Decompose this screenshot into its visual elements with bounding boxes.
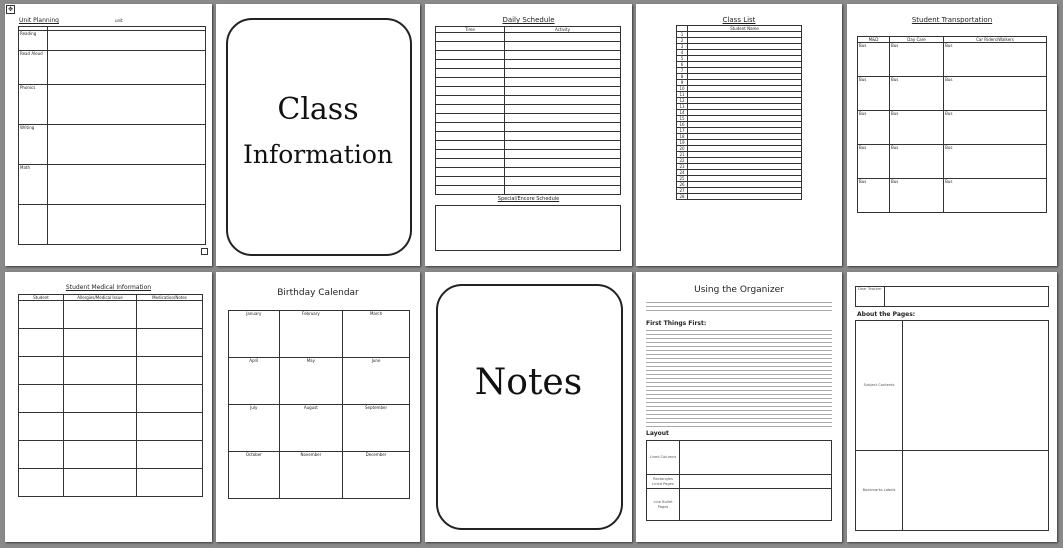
transport-bus-label: Bus <box>858 145 890 179</box>
transport-bus-label: Bus <box>944 145 1047 179</box>
classlist-number: 27 <box>677 188 688 194</box>
layout-heading: Layout <box>646 430 669 437</box>
unit-row-label: Reading <box>19 31 48 51</box>
transport-bus-label: Bus <box>858 77 890 111</box>
month-cell: December <box>343 452 410 499</box>
intro-text-lines <box>646 302 832 314</box>
unit-row-label: Read Aloud <box>19 51 48 85</box>
layout-label: Line Bullet Pages <box>647 489 680 521</box>
special-box <box>435 205 621 251</box>
page-about-pages[interactable] <box>847 272 1057 542</box>
birthday-title: Birthday Calendar <box>277 288 359 298</box>
page-student-medical[interactable] <box>5 272 212 542</box>
transport-col: M&D <box>858 37 890 43</box>
classlist-name-cell <box>688 194 802 200</box>
daily-grid <box>435 26 621 195</box>
transport-grid <box>857 36 1047 213</box>
layout-table <box>646 440 832 521</box>
unit-subtitle: unit <box>115 18 123 23</box>
unit-grid <box>18 26 206 245</box>
classlist-number: 1 <box>677 32 688 38</box>
page-notes[interactable] <box>425 272 632 542</box>
month-cell: February <box>279 311 342 358</box>
daily-col-activity: Activity <box>505 27 621 33</box>
classlist-number: 26 <box>677 182 688 188</box>
page-using-organizer[interactable] <box>636 272 842 542</box>
classlist-number: 24 <box>677 170 688 176</box>
classlist-number: 12 <box>677 98 688 104</box>
about-heading: About the Pages: <box>857 311 916 318</box>
page-student-transportation[interactable] <box>847 4 1057 266</box>
classlist-number: 21 <box>677 152 688 158</box>
transport-title: Student Transportation <box>911 16 993 24</box>
classlist-number: 28 <box>677 194 688 200</box>
cover-title-line1: Class <box>277 92 359 127</box>
medical-title: Student Medical Information <box>65 284 152 291</box>
daily-col-time: Time <box>436 27 505 33</box>
about-label-mid: Subject Contents <box>856 321 903 451</box>
about-top-table <box>855 286 1049 307</box>
transport-bus-label: Bus <box>889 179 943 213</box>
month-cell: March <box>343 311 410 358</box>
daily-title: Daily Schedule <box>502 16 555 24</box>
layout-label: Lined Columns <box>647 441 680 475</box>
notes-frame <box>436 284 623 530</box>
classlist-number: 7 <box>677 68 688 74</box>
month-cell: August <box>279 405 342 452</box>
classlist-number: 8 <box>677 74 688 80</box>
classlist-number: 9 <box>677 80 688 86</box>
transport-bus-label: Bus <box>889 111 943 145</box>
special-title: Special/Encore Schedule <box>497 196 560 202</box>
month-cell: July <box>229 405 280 452</box>
classlist-number: 4 <box>677 50 688 56</box>
transport-bus-label: Bus <box>944 179 1047 213</box>
month-cell: September <box>343 405 410 452</box>
cover-title-line2: Information <box>242 140 394 169</box>
classlist-number: 11 <box>677 92 688 98</box>
first-things-text-lines <box>646 330 832 430</box>
notes-title: Notes <box>474 362 583 403</box>
month-cell: November <box>279 452 342 499</box>
classlist-number: 23 <box>677 164 688 170</box>
about-main-table <box>855 320 1049 531</box>
classlist-number: 2 <box>677 38 688 44</box>
resize-handle-icon[interactable] <box>201 248 208 255</box>
classlist-number: 22 <box>677 158 688 164</box>
page-birthday-calendar[interactable] <box>216 272 420 542</box>
medical-col: Student <box>19 295 64 301</box>
transport-col: Car Riders/Walkers <box>944 37 1047 43</box>
unit-row-label: Phonics <box>19 85 48 125</box>
page-daily-schedule[interactable] <box>425 4 632 266</box>
month-cell: October <box>229 452 280 499</box>
transport-bus-label: Bus <box>944 77 1047 111</box>
unit-title: Unit Planning <box>19 17 59 24</box>
about-label-bot: Bookmarks Labels <box>856 451 903 531</box>
classlist-grid <box>676 25 802 200</box>
transport-bus-label: Bus <box>889 145 943 179</box>
month-cell: January <box>229 311 280 358</box>
classlist-number: 20 <box>677 146 688 152</box>
classlist-number: 14 <box>677 110 688 116</box>
unit-row-label: Writing <box>19 125 48 165</box>
classlist-title: Class List <box>722 16 756 24</box>
classlist-number: 18 <box>677 134 688 140</box>
classlist-number: 13 <box>677 104 688 110</box>
unit-row-label <box>19 205 48 245</box>
transport-bus-label: Bus <box>858 43 890 77</box>
month-cell: May <box>279 358 342 405</box>
classlist-number: 5 <box>677 56 688 62</box>
transport-col: Day Care <box>889 37 943 43</box>
classlist-number: 3 <box>677 44 688 50</box>
page-unit-planning[interactable] <box>5 4 212 266</box>
month-cell: April <box>229 358 280 405</box>
unit-row-label: Math <box>19 165 48 205</box>
medical-col: Medication/Notes <box>137 295 203 301</box>
move-handle-icon[interactable]: ✥ <box>7 6 14 13</box>
transport-bus-label: Bus <box>944 43 1047 77</box>
transport-bus-label: Bus <box>944 111 1047 145</box>
classlist-number: 6 <box>677 62 688 68</box>
classlist-number: 19 <box>677 140 688 146</box>
classlist-row <box>677 194 802 200</box>
transport-bus-label: Bus <box>889 43 943 77</box>
organizer-title: Using the Organizer <box>694 285 784 295</box>
classlist-col-name: Student Name <box>688 26 802 32</box>
page-class-information[interactable] <box>216 4 420 266</box>
transport-bus-label: Bus <box>858 179 890 213</box>
classlist-number: 15 <box>677 116 688 122</box>
classlist-number: 10 <box>677 86 688 92</box>
layout-label: Rectangles Lined Pages <box>647 475 680 489</box>
classlist-number: 25 <box>677 176 688 182</box>
transport-bus-label: Bus <box>889 77 943 111</box>
page-class-list[interactable] <box>636 4 842 266</box>
about-label-top: Dear Teacher <box>856 287 885 307</box>
first-things-heading: First Things First: <box>646 320 707 327</box>
month-cell: June <box>343 358 410 405</box>
cover-frame <box>226 18 412 256</box>
birthday-grid <box>228 310 410 499</box>
medical-grid <box>18 294 203 497</box>
classlist-number: 16 <box>677 122 688 128</box>
medical-col: Allergies/Medical Issue <box>64 295 137 301</box>
classlist-number: 17 <box>677 128 688 134</box>
transport-bus-label: Bus <box>858 111 890 145</box>
